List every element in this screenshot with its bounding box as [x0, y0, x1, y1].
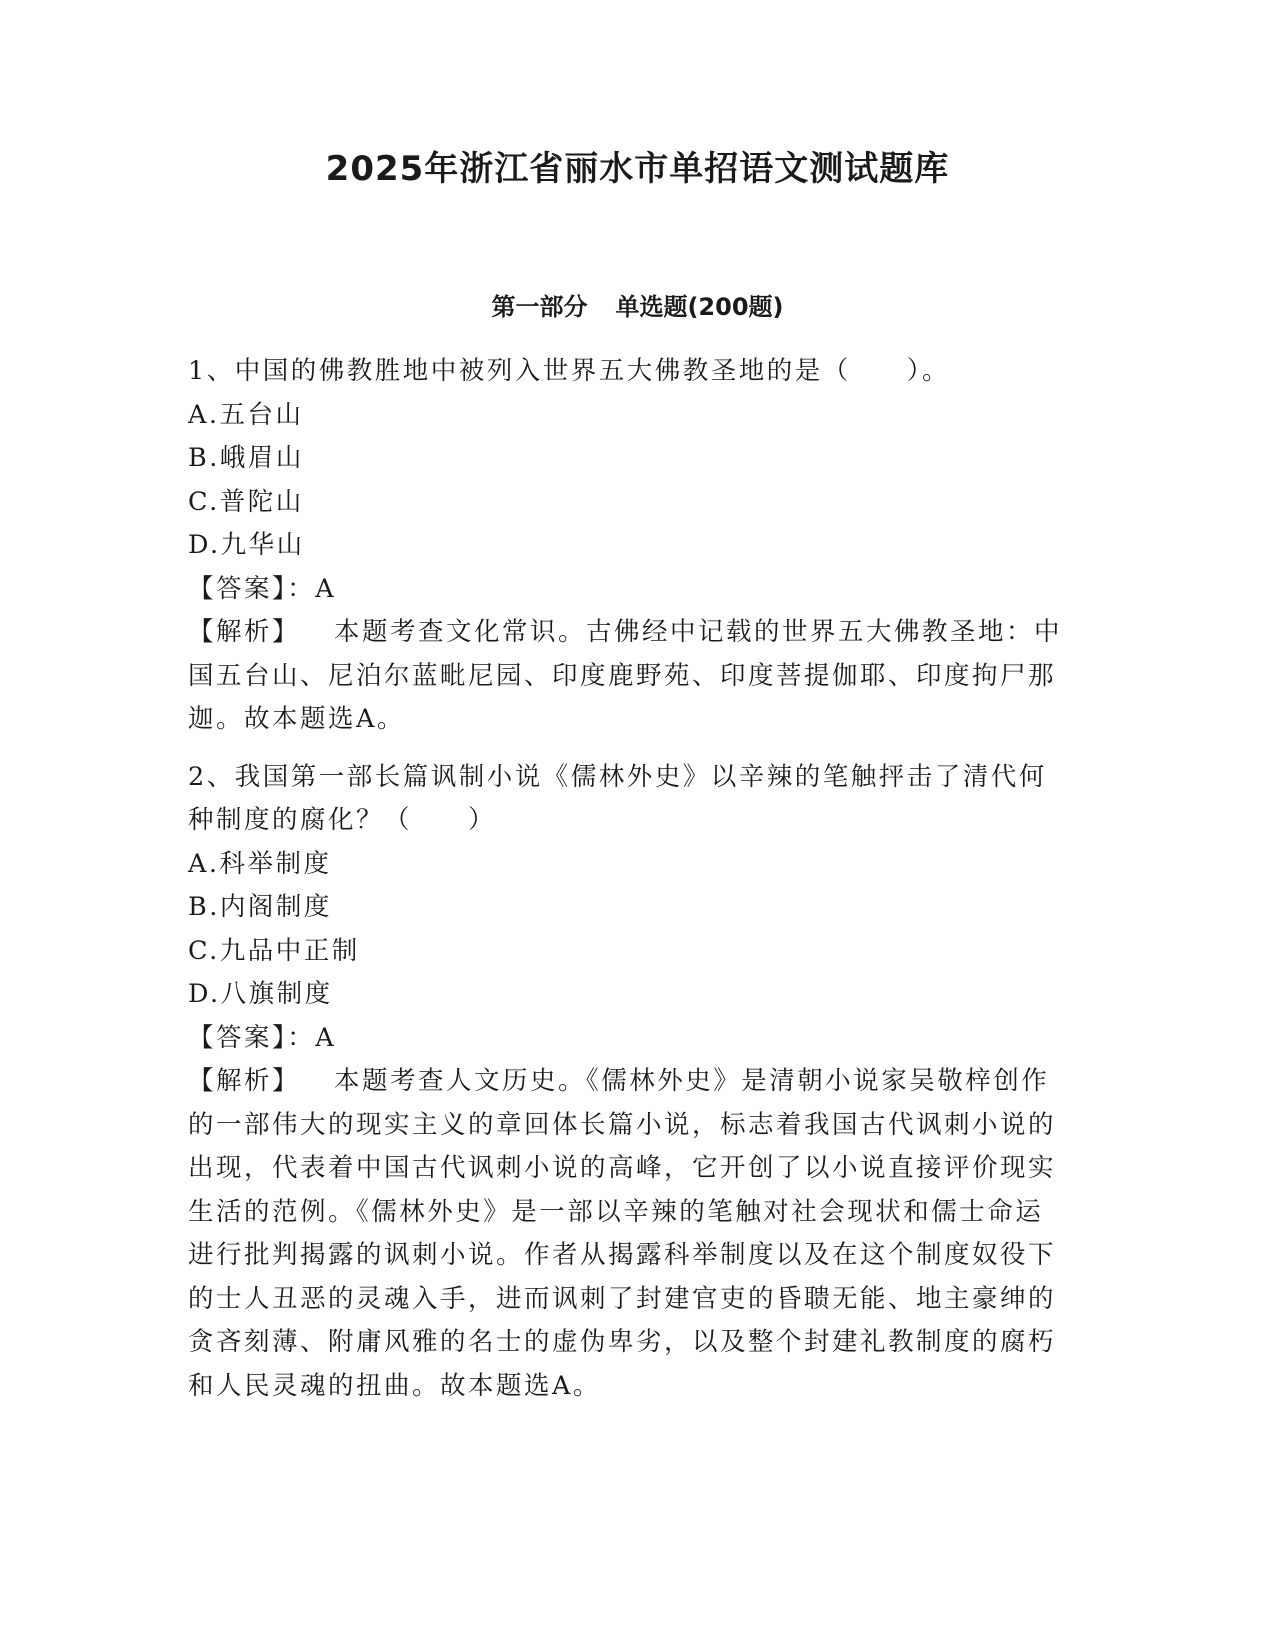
- section-name: 单选题(200题): [615, 293, 784, 321]
- question-2: [188, 756, 1068, 1409]
- question-1: [188, 350, 1068, 742]
- section-heading: [0, 290, 1275, 324]
- option-a: A.五台山: [188, 399, 304, 430]
- answer-label: 【答案】：: [188, 573, 316, 604]
- analysis-block: [188, 1060, 1068, 1408]
- option-b: B.峨眉山: [188, 443, 304, 473]
- question-stem: 2、我国第一部长篇讽制小说《儒林外史》以辛辣的笔触抨击了清代何种制度的腐化？（ ）: [188, 761, 1047, 835]
- option-d: D.九华山: [188, 530, 305, 560]
- answer-value: A: [315, 1022, 337, 1053]
- analysis-label: 【解析】: [188, 617, 301, 647]
- analysis-text: 本题考查人文历史。《儒林外史》是清朝小说家吴敬梓创作的一部伟大的现实主义的章回体长篇小说，标志着我国古代讽刺小说的出现，代表着中国古代讽刺小说的高峰，它开创了以小说直接评价现实生活的范例。《儒林外史》是一部以辛辣的笔触对社会现状和儒士命运进行批判揭露的讽刺小说。作者从揭露科举制度以及在这个制度奴役下的士人丑恶的灵魂入手，进而讽刺了封建官吏的昏聩无能、地主豪绅的贪吝刻薄、附庸风雅的名士的虚伪卑劣，以及整个封建礼教制度的腐朽和人民灵魂的扭曲。故本题选A。: [188, 1066, 1057, 1401]
- option-d: D.八旗制度: [188, 979, 333, 1009]
- section-part: 第一部分: [491, 293, 588, 321]
- option-b: B.内阁制度: [188, 892, 332, 922]
- question-list: [188, 350, 1068, 1422]
- option-a: A.科举制度: [188, 848, 332, 879]
- option-c: C.普陀山: [188, 486, 304, 517]
- option-c: C.九品中正制: [188, 935, 360, 966]
- analysis-block: [188, 611, 1068, 742]
- answer-line: [188, 568, 1068, 612]
- answer-value: A: [315, 573, 337, 604]
- analysis-text: 本题考查文化常识。古佛经中记载的世界五大佛教圣地：中国五台山、尼泊尔蓝毗尼园、印度鹿野苑、印度菩提伽耶、印度拘尸那迦。故本题选A。: [188, 617, 1063, 734]
- analysis-label: 【解析】: [188, 1066, 301, 1096]
- answer-line: [188, 1017, 1068, 1061]
- document-title: 2025年浙江省丽水市单招语文测试题库: [325, 149, 950, 189]
- answer-label: 【答案】：: [188, 1022, 316, 1053]
- question-stem: 1、中国的佛教胜地中被列入世界五大佛教圣地的是（ ）。: [188, 356, 950, 386]
